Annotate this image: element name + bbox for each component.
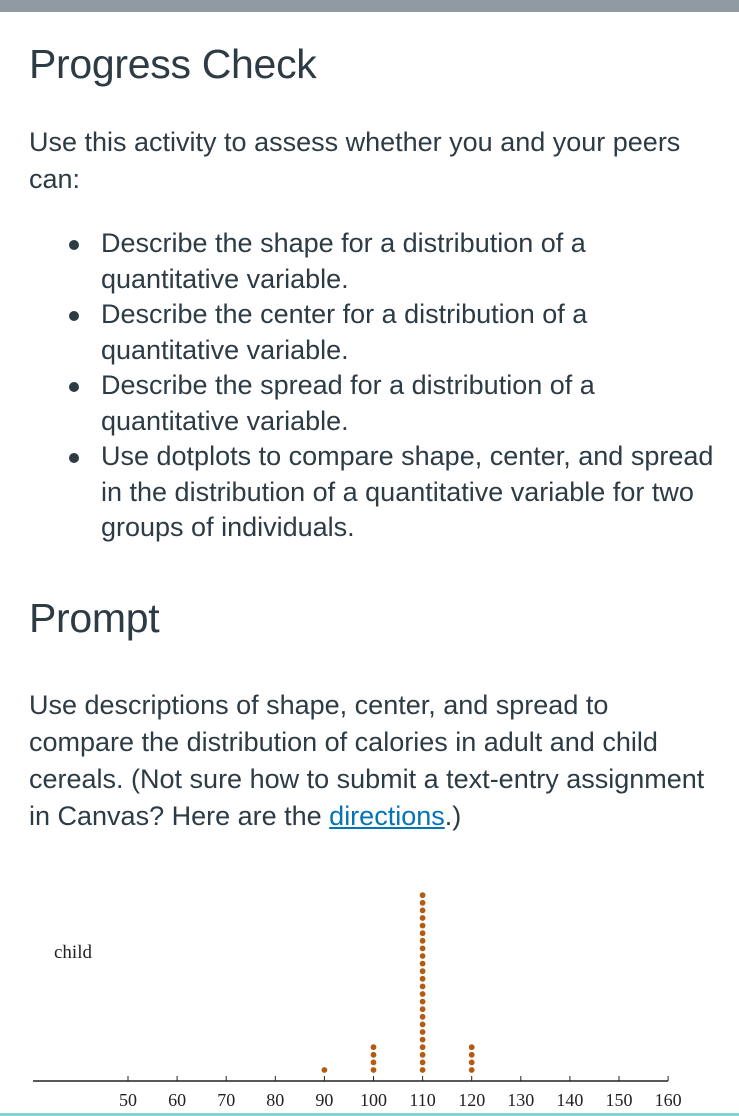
data-dot: [420, 1022, 426, 1028]
data-dot: [469, 1067, 475, 1073]
data-dot: [420, 1052, 426, 1058]
objective-item: [101, 368, 719, 439]
data-dot: [420, 961, 426, 967]
data-dot: [420, 1037, 426, 1043]
x-tick-label: 60: [168, 1090, 187, 1110]
x-tick-label: 70: [217, 1090, 236, 1110]
data-dot: [420, 1067, 426, 1073]
main-content: [29, 40, 719, 835]
x-tick-label: 120: [458, 1090, 486, 1110]
progress-intro: Use this activity to assess whether you and your peers can:: [29, 127, 681, 194]
dotplot-svg: [0, 860, 739, 1116]
top-bar: [0, 0, 739, 12]
dotplot-chart: [0, 860, 739, 1116]
x-tick-label: 90: [315, 1090, 334, 1110]
prompt-text-end: .): [444, 800, 462, 831]
data-dot: [420, 953, 426, 959]
x-tick-label: 130: [507, 1090, 535, 1110]
objective-text: Describe the spread for a distribution of a quantitative variable.: [101, 370, 595, 436]
x-tick-label: 140: [556, 1090, 584, 1110]
x-tick-label: 110: [409, 1090, 436, 1110]
data-dot: [371, 1067, 377, 1073]
objective-text: Describe the shape for a distribution of a quantitative variable.: [101, 228, 586, 294]
x-tick-label: 100: [360, 1090, 387, 1110]
data-dot: [420, 1029, 426, 1035]
data-dot: [420, 984, 426, 990]
x-tick-label: 50: [119, 1090, 137, 1110]
objective-item: [101, 297, 719, 368]
x-tick-label: 150: [605, 1090, 633, 1110]
group-label-child: child: [54, 942, 92, 963]
data-dot: [420, 991, 426, 997]
x-tick-label: 160: [654, 1090, 682, 1110]
objectives-list: [29, 226, 719, 546]
data-dot: [420, 1044, 426, 1050]
data-dot: [420, 923, 426, 929]
data-dot: [420, 930, 426, 936]
data-dot: [420, 1060, 426, 1066]
data-dot: [322, 1067, 328, 1073]
prompt-heading: Prompt: [29, 594, 160, 641]
data-dot: [469, 1044, 475, 1050]
directions-link[interactable]: directions: [329, 800, 445, 831]
objective-text: Describe the center for a distribution of a quantitative variable.: [101, 299, 588, 365]
data-dot: [420, 976, 426, 982]
data-dot: [371, 1052, 377, 1058]
bullet-icon: [69, 311, 79, 321]
progress-check-heading: Progress Check: [29, 41, 317, 87]
x-tick-label: 80: [266, 1090, 285, 1110]
bullet-icon: [69, 382, 79, 392]
data-dot: [420, 968, 426, 974]
prompt-text-main: Use descriptions of shape, center, and spread to compare the distribution of calories in adult and child cereals. (Not sure how to submit a text-entry assignment in Canvas? Here are the: [29, 689, 705, 831]
data-dot: [420, 915, 426, 921]
data-dot: [371, 1044, 377, 1050]
data-dot: [420, 1006, 426, 1012]
objective-item: [101, 439, 719, 546]
data-dot: [420, 938, 426, 944]
data-dot: [469, 1060, 475, 1066]
data-dot: [420, 892, 426, 898]
data-dot: [420, 999, 426, 1005]
data-dot: [420, 900, 426, 906]
objective-text: Use dotplots to compare shape, center, and spread in the distribution of a quantitative variable for two groups of individuals.: [101, 441, 714, 542]
bullet-icon: [69, 240, 79, 250]
bullet-icon: [69, 453, 79, 463]
data-dot: [420, 946, 426, 952]
data-dot: [420, 908, 426, 914]
objective-item: [101, 226, 719, 297]
data-dot: [371, 1060, 377, 1066]
data-dot: [420, 1014, 426, 1020]
data-dot: [469, 1052, 475, 1058]
prompt-text: [29, 687, 719, 835]
